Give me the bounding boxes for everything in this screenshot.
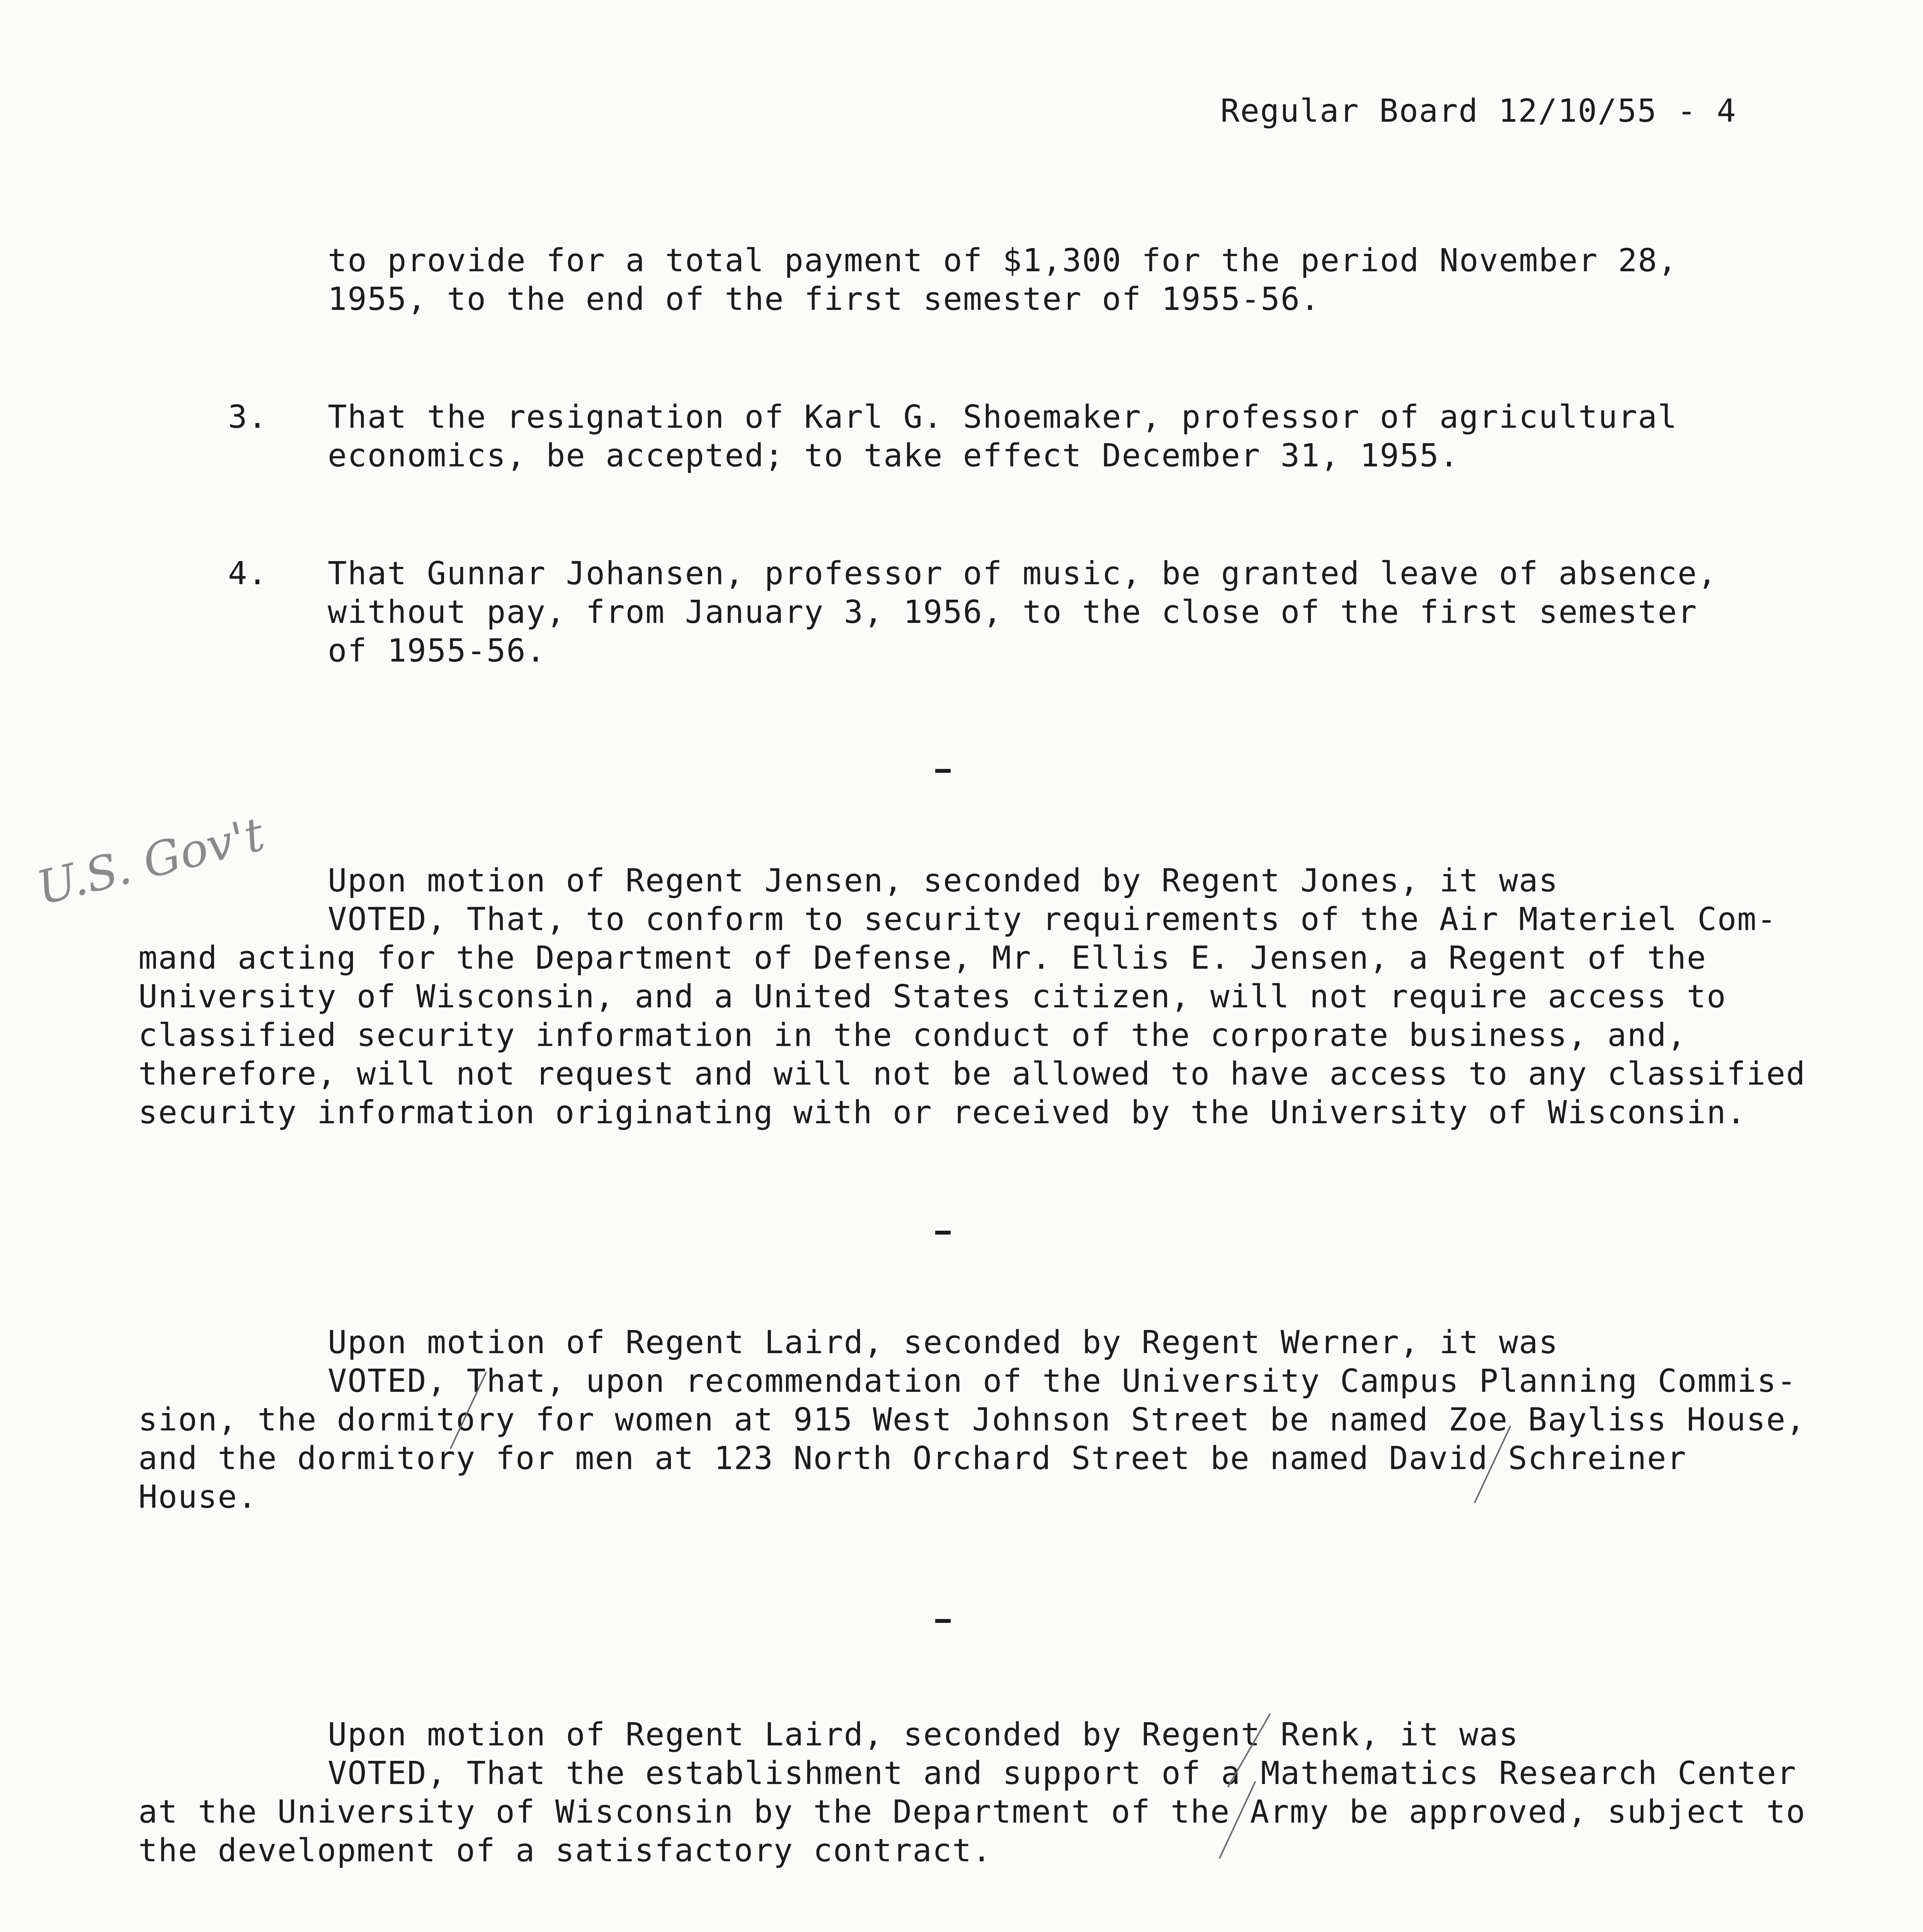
motion-renk-line-1: Upon motion of Regent Laird, seconded by Regent Renk, it was xyxy=(328,1716,1519,1753)
motion-renk-line-4: the development of a satisfactory contract. xyxy=(138,1832,992,1869)
motion-renk-line-3: at the University of Wisconsin by the Department of the Army be approved, subject to xyxy=(138,1794,1806,1830)
motion-jensen-line-2: VOTED, That, to conform to security requirements of the Air Materiel Com- xyxy=(328,901,1777,938)
item-4-line-1: That Gunnar Johansen, professor of music, be granted leave of absence, xyxy=(328,555,1717,592)
motion-jensen-line-5: classified security information in the conduct of the corporate business, and, xyxy=(138,1017,1687,1054)
item-4-line-2: without pay, from January 3, 1956, to the close of the first semester xyxy=(328,594,1698,631)
item-2-line-2: 1955, to the end of the first semester of 1955-56. xyxy=(328,281,1321,318)
motion-werner-line-1: Upon motion of Regent Laird, seconded by Regent Werner, it was xyxy=(328,1324,1559,1361)
motion-jensen-line-6: therefore, will not request and will not be allowed to have access to any classified xyxy=(138,1056,1806,1092)
item-2-line-1: to provide for a total payment of $1,300 for the period November 28, xyxy=(328,242,1678,279)
section-separator xyxy=(935,1231,951,1235)
motion-werner-line-2: VOTED, That, upon recommendation of the University Campus Planning Commis- xyxy=(328,1363,1797,1400)
motion-jensen-line-7: security information originating with or received by the University of Wisconsin. xyxy=(138,1094,1746,1131)
item-3-line-1: That the resignation of Karl G. Shoemaker, professor of agricultural xyxy=(328,399,1678,435)
section-separator xyxy=(935,769,951,773)
handwritten-margin-note: U.S. Gov't xyxy=(32,807,270,916)
item-4-line-3: of 1955-56. xyxy=(328,633,546,669)
item-3-line-2: economics, be accepted; to take effect December 31, 1955. xyxy=(328,437,1459,474)
motion-jensen-line-3: mand acting for the Department of Defense, Mr. Ellis E. Jensen, a Regent of the xyxy=(138,940,1707,976)
motion-werner-line-5: House. xyxy=(138,1479,258,1515)
motion-werner-line-4: and the dormitory for men at 123 North Orchard Street be named David Schreiner xyxy=(138,1440,1687,1477)
page-header: Regular Board 12/10/55 - 4 xyxy=(1220,93,1737,129)
section-separator xyxy=(935,1619,951,1623)
motion-renk-line-2: VOTED, That the establishment and support of a Mathematics Research Center xyxy=(328,1755,1797,1792)
motion-jensen-line-1: Upon motion of Regent Jensen, seconded by Regent Jones, it was xyxy=(328,862,1559,899)
motion-jensen-line-4: University of Wisconsin, and a United States citizen, will not require access to xyxy=(138,978,1727,1015)
motion-werner-line-3: sion, the dormitory for women at 915 West Johnson Street be named Zoe Bayliss House, xyxy=(138,1401,1806,1438)
item-3-number: 3. xyxy=(228,399,268,435)
item-4-number: 4. xyxy=(228,555,268,592)
